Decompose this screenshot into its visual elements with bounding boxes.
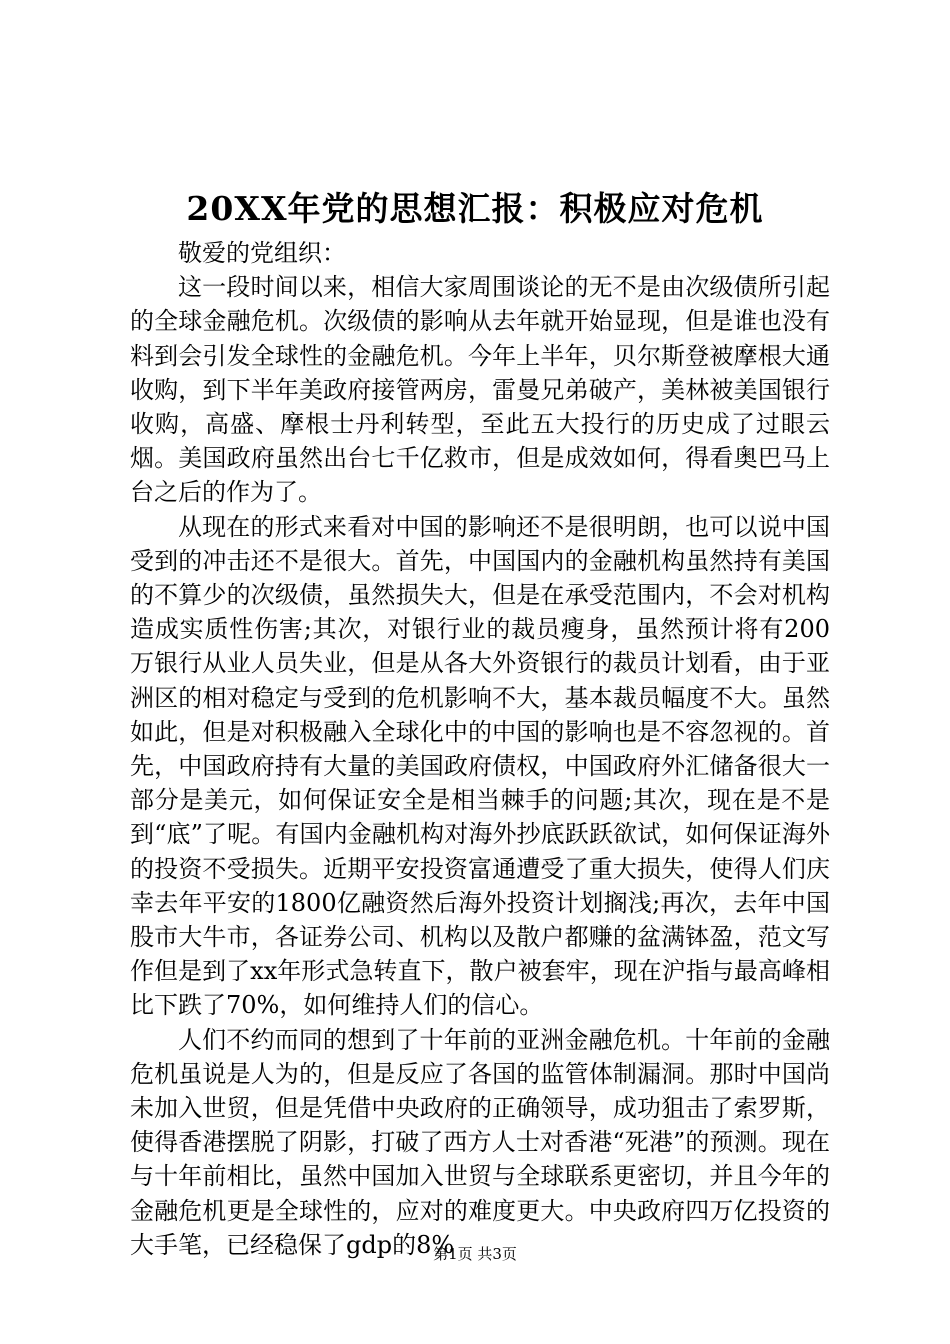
document-title: 20XX年党的思想汇报：积极应对危机 (186, 189, 764, 228)
paragraph: 从现在的形式来看对中国的影响还不是很明朗，也可以说中国受到的冲击还不是很大。首先，中国国内的金融机构虽然持有美国的不算少的次级债，虽然损失大，但是在承受范围内，不会对机构造成实质性伤害;其次，对银行业的裁员瘦身，虽然预计将有200万银行从业人员失业，但是从各大外资银行的裁员计划看，由于亚洲区的相对稳定与受到的危机影响不大，基本裁员幅度不大。虽然如此，但是对积极融入全球化中的中国的影响也是不容忽视的。首先，中国政府持有大量的美国政府债权，中国政府外汇储备很大一部分是美元，如何保证安全是相当棘手的问题;其次，现在是不是到“底”了呢。有国内金融机构对海外抄底跃跃欲试，如何保证海外的投资不受损失。近期平安投资富通遭受了重大损失，使得人们庆幸去年平安的1800亿融资然后海外投资计划搁浅;再次，去年中国股市大牛市，各证券公司、机构以及散户都赚的盆满钵盈，范文写作但是到了xx年形式急转直下，散户被套牢，现在沪指与最高峰相比下跌了70%，如何维持人们的信心。 (130, 512, 830, 1020)
page-number-footer: 第1页 共3页 (433, 1245, 517, 1263)
paragraph: 这一段时间以来，相信大家周围谈论的无不是由次级债所引起的全球金融危机。次级债的影响从去年就开始显现，但是谁也没有料到会引发全球性的金融危机。今年上半年，贝尔斯登被摩根大通收购，到下半年美政府接管两房，雷曼兄弟破产，美林被美国银行收购，高盛、摩根士丹利转型，至此五大投行的历史成了过眼云烟。美国政府虽然出台七千亿救市，但是成效如何，得看奥巴马上台之后的作为了。 (130, 273, 830, 507)
document-body (130, 236, 830, 1262)
paragraph: 人们不约而同的想到了十年前的亚洲金融危机。十年前的金融危机虽说是人为的，但是反应了各国的监管体制漏洞。那时中国尚未加入世贸，但是凭借中央政府的正确领导，成功狙击了索罗斯，使得香港摆脱了阴影，打破了西方人士对香港“死港”的预测。现在与十年前相比，虽然中国加入世贸与全球联系更密切，并且今年的金融危机更是全球性的，应对的难度更大。中央政府四万亿投资的大手笔，已经稳保了gdp的8% (130, 1025, 830, 1259)
salutation: 敬爱的党组织： (178, 239, 346, 267)
